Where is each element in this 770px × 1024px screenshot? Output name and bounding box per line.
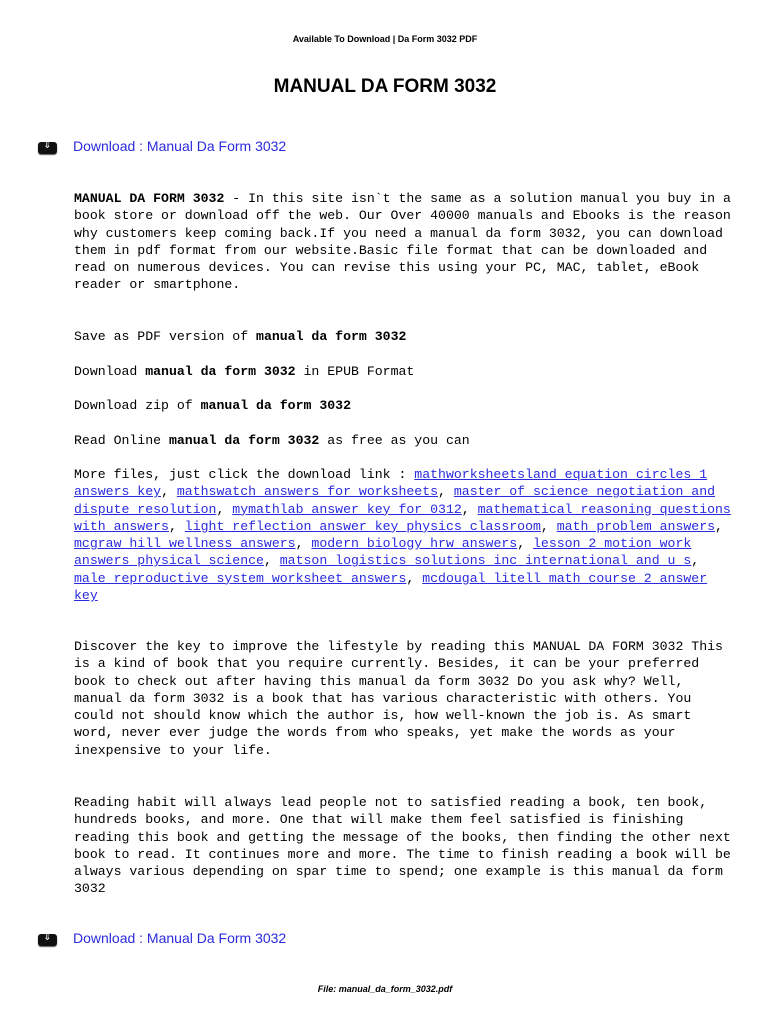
- related-file-link[interactable]: mymathlab answer key for 0312: [232, 501, 462, 517]
- epub-prefix: Download: [74, 364, 146, 379]
- link-separator: ,: [263, 553, 280, 569]
- related-file-link[interactable]: lesson 2 motion work answers physical science: [74, 536, 692, 569]
- related-file-link[interactable]: modern biology hrw answers: [311, 536, 518, 552]
- download-icon[interactable]: ⇓: [38, 142, 57, 154]
- related-file-link[interactable]: male reproductive system worksheet answers: [74, 570, 407, 586]
- page-footer: File: manual_da_form_3032.pdf: [317, 984, 453, 994]
- read-online-title: manual da form 3032: [168, 433, 320, 448]
- download-link-bottom[interactable]: Download : Manual Da Form 3032: [73, 930, 287, 946]
- read-online-line: [74, 432, 734, 449]
- related-file-link[interactable]: mathworksheetsland equation circles 1 answers key: [74, 467, 708, 500]
- link-separator: ,: [161, 484, 177, 500]
- link-separator: ,: [438, 484, 454, 500]
- download-link-top[interactable]: Download : Manual Da Form 3032: [73, 138, 287, 154]
- reading-habit-text: Reading habit will always lead people not to satisfied reading a book, ten book, hundreds books, and more. One that will make them feel satisfied is finishing reading this book and getting the message of the books, then finding the other next book to read. It continues more and more. The time to finish reading a book will be always various depending on spar time to spend; one example is this manual da form 3032: [74, 795, 731, 897]
- link-separator: ,: [216, 501, 233, 517]
- page-title: MANUAL DA FORM 3032: [273, 76, 497, 97]
- save-pdf-title: manual da form 3032: [256, 329, 407, 344]
- related-file-link[interactable]: light reflection answer key physics classroom: [184, 518, 541, 534]
- intro-bold-title: MANUAL DA FORM 3032: [74, 191, 225, 206]
- related-file-link[interactable]: mcdougal litell math course 2 answer key: [74, 570, 708, 604]
- discover-text: Discover the key to improve the lifestyle by reading this MANUAL DA FORM 3032 This is a kind of book that you require currently. Besides, it can be your preferred book to check out after having this manual da form 3032 Do you ask why? Well, manual da form 3032 is a book that has various characteristic with others. You could not should know which the author is, how well-known the job is. As smart word, never ever judge the words from who speaks, yet make the words as your inexpensive to your life.: [74, 639, 723, 758]
- related-file-link[interactable]: mcgraw hill wellness answers: [74, 536, 296, 552]
- read-online-prefix: Read Online: [74, 433, 169, 448]
- related-file-link[interactable]: master of science negotiation and dispute resolution: [74, 484, 716, 517]
- link-separator: ,: [461, 501, 478, 517]
- related-file-link[interactable]: mathematical reasoning questions with answers: [74, 501, 731, 534]
- epub-title: manual da form 3032: [145, 364, 296, 379]
- zip-line: [74, 397, 734, 414]
- read-online-suffix: as free as you can: [319, 433, 470, 448]
- link-separator: ,: [295, 536, 312, 552]
- link-separator: ,: [517, 536, 534, 552]
- page-header: Available To Download | Da Form 3032 PDF: [292, 34, 478, 44]
- zip-prefix: Download zip of: [74, 398, 201, 413]
- link-separator: ,: [715, 518, 723, 534]
- link-separator: ,: [691, 553, 700, 569]
- reading-habit-paragraph: [74, 794, 734, 898]
- zip-title: manual da form 3032: [200, 398, 351, 413]
- related-file-link[interactable]: math problem answers: [556, 518, 716, 534]
- discover-paragraph: [74, 638, 734, 759]
- epub-line: [74, 363, 734, 380]
- intro-paragraph: [74, 190, 734, 294]
- more-files-paragraph: [74, 466, 734, 604]
- intro-text: - In this site isn`t the same as a solution manual you buy in a book store or download off the web. Our Over 40000 manuals and Ebooks is the reason why customers keep coming back.If you need a manual da form 3032, you can download them in pdf format from our website.Basic file format that can be downloaded and read on numerous devices. You can revise this using your PC, MAC, tablet, eBook reader or smartphone.: [74, 191, 731, 293]
- epub-suffix: in EPUB Format: [295, 364, 415, 379]
- save-pdf-line: [74, 328, 734, 345]
- link-separator: ,: [540, 518, 557, 534]
- link-separator: ,: [168, 518, 185, 534]
- link-separator: ,: [406, 570, 423, 586]
- save-pdf-prefix: Save as PDF version of: [74, 329, 257, 344]
- related-file-link[interactable]: matson logistics solutions inc international and u s: [279, 553, 692, 569]
- download-icon[interactable]: ⇓: [38, 934, 57, 946]
- more-files-prefix: More files, just click the download link :: [74, 467, 415, 482]
- related-file-link[interactable]: mathswatch answers for worksheets: [176, 484, 439, 500]
